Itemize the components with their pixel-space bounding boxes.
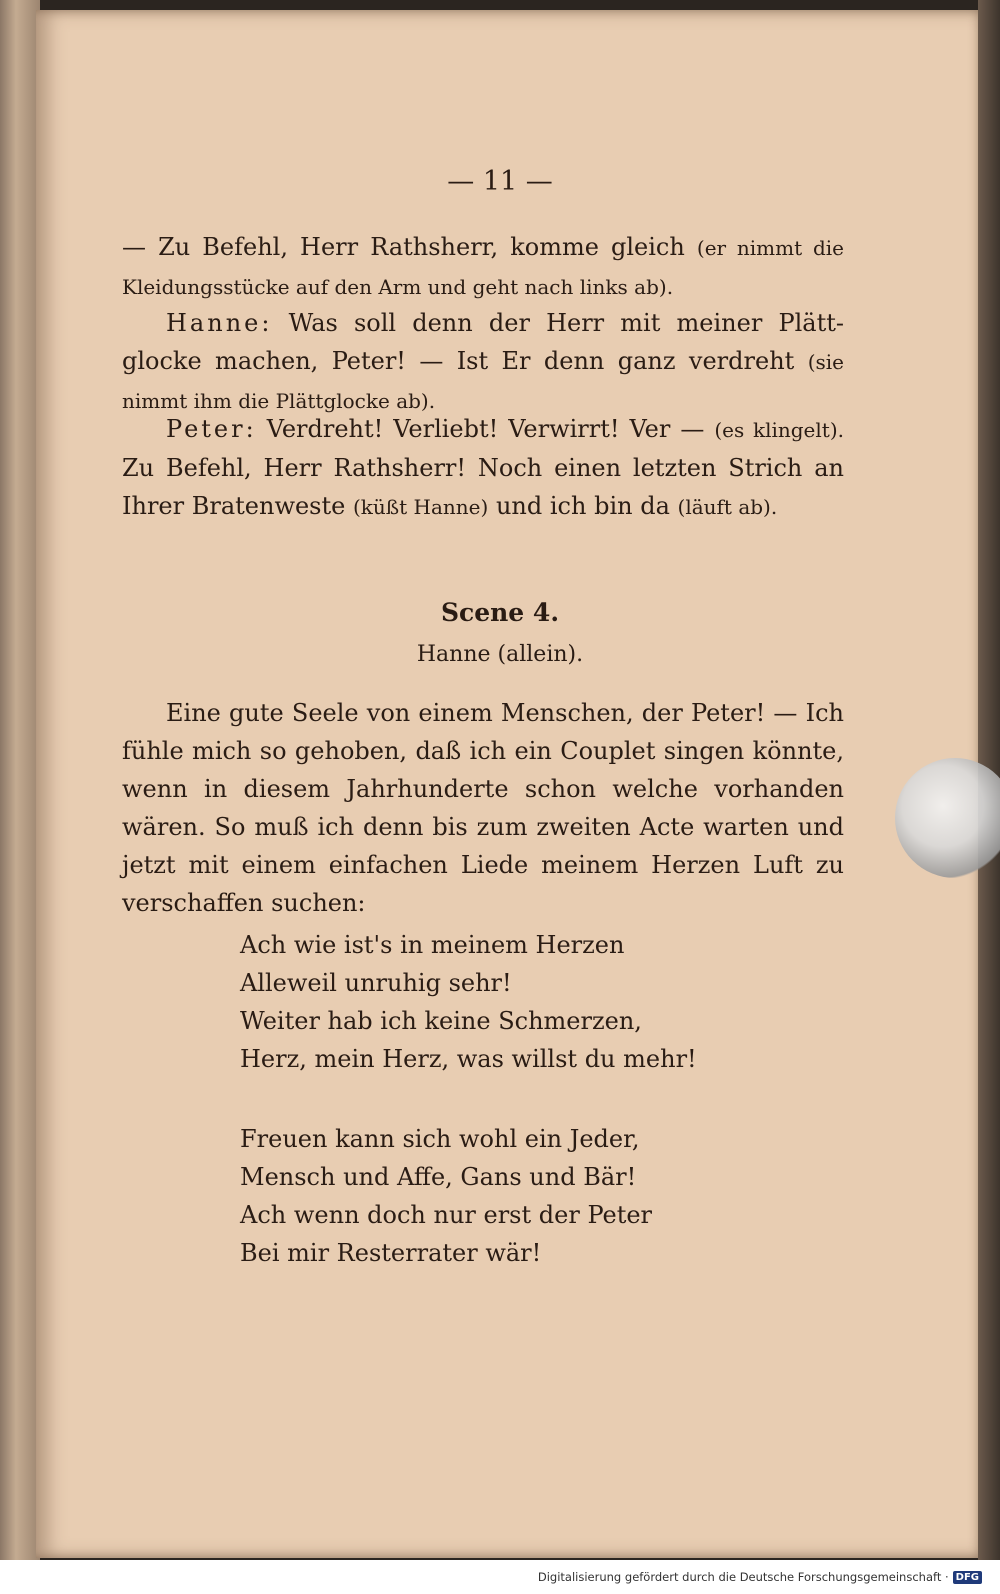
- dfg-logo[interactable]: DFG: [953, 1571, 982, 1584]
- paragraph-1-stage: (er nimmt die Kleidungsstücke auf den Arm und geht nach links ab).: [122, 236, 844, 299]
- left-page-edge: [0, 0, 40, 1560]
- verse-line: Mensch und Affe, Gans und Bär!: [240, 1163, 637, 1191]
- verse-line: Alleweil unruhig sehr!: [240, 969, 512, 997]
- paragraph-3: [122, 410, 844, 526]
- footer-text: Digitalisierung gefördert durch die Deutsche Forschungsgemeinschaft ·: [537, 1570, 949, 1584]
- verse-line: Ach wenn doch nur erst der Peter: [240, 1201, 653, 1229]
- paragraph-3-text2: Zu Befehl, Herr Rathsherr! Noch einen letzten Strich an Ihrer Bratenweste: [122, 454, 844, 520]
- verse-line: Herz, mein Herz, was willst du mehr!: [240, 1045, 697, 1073]
- paragraph-3-text: Verdreht! Verliebt! Verwirrt! Ver —: [266, 415, 705, 443]
- speaker-peter: Peter:: [166, 415, 257, 443]
- paragraph-3-stage3: (läuft ab).: [677, 495, 778, 519]
- scene-title: Scene 4.: [440, 598, 560, 627]
- verse-line: Weiter hab ich keine Schmerzen,: [240, 1007, 642, 1035]
- paragraph-2-text: Was soll denn der Herr mit meiner Plättglocke machen, Peter! — Ist Er denn ganz verdreht: [122, 309, 844, 375]
- paragraph-3-stage: (es klingelt).: [714, 418, 844, 442]
- verse-2: [240, 1120, 652, 1272]
- paragraph-2-stage: (sie nimmt ihm die Plättglocke ab).: [122, 350, 844, 413]
- scene-subtitle: Hanne (allein).: [416, 642, 584, 667]
- paragraph-1: [122, 228, 844, 306]
- paragraph-1-text: — Zu Befehl, Herr Rathsherr, komme gleich: [122, 233, 685, 261]
- speaker-hanne: Hanne:: [166, 309, 273, 337]
- verse-1: [240, 926, 697, 1078]
- paragraph-3-text3: und ich bin da: [495, 492, 670, 520]
- footer-credit: [0, 1560, 1000, 1594]
- verse-line: Bei mir Resterrater wär!: [240, 1239, 542, 1267]
- paragraph-3-stage2: (küßt Hanne): [353, 495, 489, 519]
- paragraph-2: [122, 304, 844, 420]
- verse-line: Ach wie ist's in meinem Herzen: [240, 931, 625, 959]
- monologue: Eine gute Seele von einem Menschen, der Peter! — Ich fühle mich so gehoben, daß ich ein Couplet singen könnte, wenn in diesem Jahrhunderte schon welche vorhanden wären. So muß ich denn bis zum zweiten Acte warten und jetzt mit einem einfachen Liede meinem Herzen Luft zu verschaffen suchen:: [122, 699, 844, 917]
- page-number: — 11 —: [447, 166, 553, 197]
- verse-line: Freuen kann sich wohl ein Jeder,: [240, 1125, 640, 1153]
